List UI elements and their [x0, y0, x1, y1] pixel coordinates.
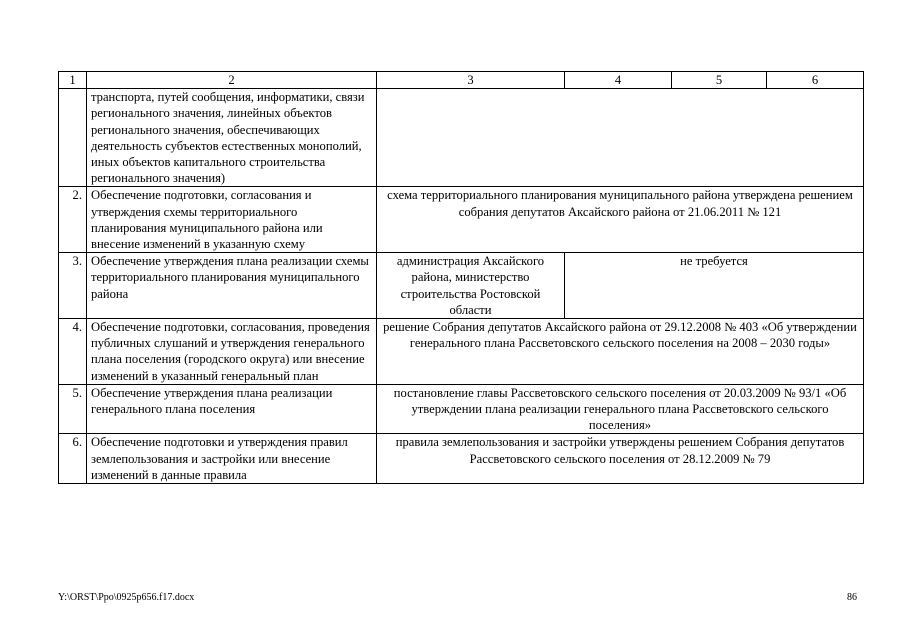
- row-responsible: администрация Аксайского района, министерство строительства Ростовской области: [377, 253, 565, 319]
- row-result: схема территориального планирования муниципального района утверждена решением собрания депутатов Аксайского района от 21.06.2011 № 121: [377, 187, 864, 253]
- column-header: 2: [87, 72, 377, 89]
- footer-file-path: Y:\ORST\Ppo\0925p656.f17.docx: [58, 592, 195, 603]
- row-title: транспорта, путей сообщения, информатики, связи регионального значения, линейных объектов регионального значения, обеспечивающих деятельность субъектов естественных монополий, иных объектов капитального строительства регионального значения): [87, 89, 377, 187]
- row-title: Обеспечение подготовки, согласования, проведения публичных слушаний и утверждения генерального плана поселения (городского округа) или внесение изменений в указанный генеральный план: [87, 319, 377, 385]
- row-number: 4.: [59, 319, 87, 385]
- row-title: Обеспечение подготовки, согласования и утверждения схемы территориального планирования муниципального района или внесение изменений в указанную схему: [87, 187, 377, 253]
- row-number: 5.: [59, 384, 87, 434]
- row-title: Обеспечение утверждения плана реализации схемы территориального планирования муниципального района: [87, 253, 377, 319]
- table-row: [59, 89, 864, 187]
- row-result: решение Собрания депутатов Аксайского района от 29.12.2008 № 403 «Об утверждении генерального плана Рассветовского сельского поселения на 2008 – 2030 годы»: [377, 319, 864, 385]
- table-header-row: [59, 72, 864, 89]
- table-row: [59, 384, 864, 434]
- column-header: 5: [672, 72, 767, 89]
- row-title: Обеспечение подготовки и утверждения правил землепользования и застройки или внесение изменений в данные правила: [87, 434, 377, 484]
- row-result: правила землепользования и застройки утверждены решением Собрания депутатов Рассветовского сельского поселения от 28.12.2009 № 79: [377, 434, 864, 484]
- column-header: 3: [377, 72, 565, 89]
- row-result: не требуется: [565, 253, 864, 319]
- row-result: постановление главы Рассветовского сельского поселения от 20.03.2009 № 93/1 «Об утверждении плана реализации генерального плана Рассветовского сельского поселения»: [377, 384, 864, 434]
- row-number: 2.: [59, 187, 87, 253]
- table-row: [59, 319, 864, 385]
- row-title: Обеспечение утверждения плана реализации генерального плана поселения: [87, 384, 377, 434]
- table-row: [59, 187, 864, 253]
- row-number: [59, 89, 87, 187]
- footer-page-number: 86: [847, 592, 857, 603]
- row-result: [377, 89, 864, 187]
- table-row: [59, 253, 864, 319]
- row-number: 6.: [59, 434, 87, 484]
- column-header: 4: [565, 72, 672, 89]
- column-header: 6: [767, 72, 864, 89]
- column-header: 1: [59, 72, 87, 89]
- table-row: [59, 434, 864, 484]
- document-table: [58, 71, 864, 484]
- row-number: 3.: [59, 253, 87, 319]
